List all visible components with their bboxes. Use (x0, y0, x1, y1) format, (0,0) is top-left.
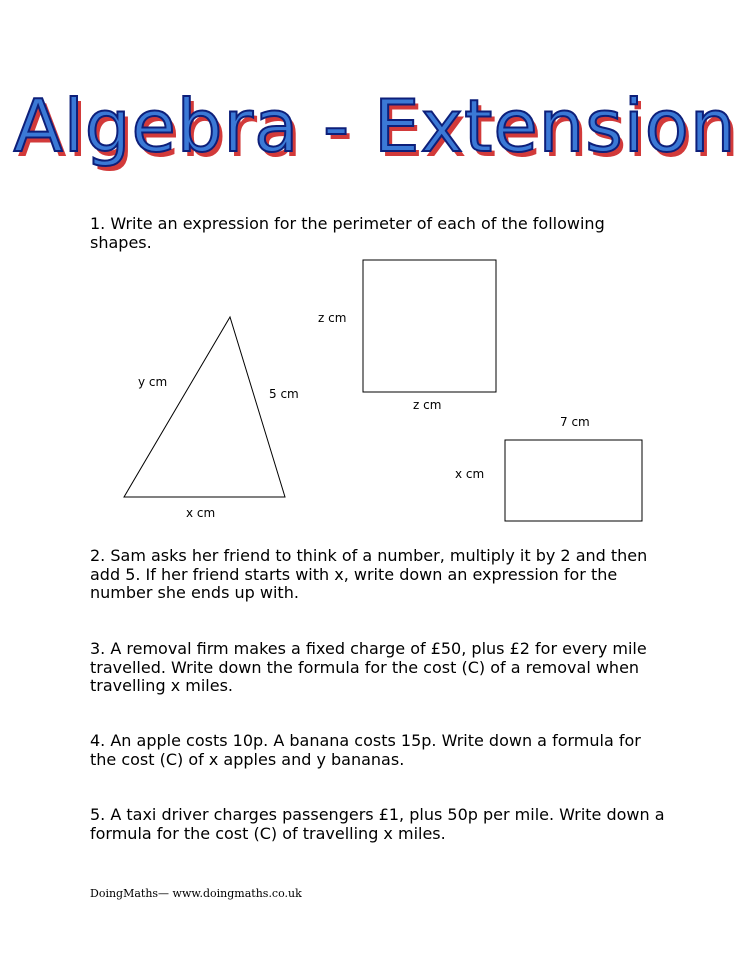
triangle-shape (124, 317, 285, 497)
rectangle-height-label: x cm (455, 467, 485, 481)
question-2: 2. Sam asks her friend to think of a number, multiply it by 2 and then add 5. If her friend starts with x, write down an expression for the number she ends up with. (90, 546, 648, 602)
triangle-right-side-label: 5 cm (269, 387, 299, 401)
square-shape (363, 260, 496, 392)
question-5: 5. A taxi driver charges passengers £1, plus 50p per mile. Write down a formula for the cost (C) of travelling x miles. (90, 805, 665, 843)
footer-credit: DoingMaths— www.doingmaths.co.uk (90, 887, 302, 900)
question-1: 1. Write an expression for the perimeter of each of the following shapes. (90, 214, 605, 252)
square-bottom-label: z cm (413, 398, 442, 412)
question-3: 3. A removal firm makes a fixed charge of £50, plus £2 for every mile travelled. Write down the formula for the cost (C) of a removal when travelling x miles. (90, 639, 647, 695)
page-title: Algebra - Extension (13, 84, 737, 168)
square-side-label: z cm (318, 311, 347, 325)
rectangle-shape (505, 440, 642, 521)
triangle-left-side-label: y cm (138, 375, 168, 389)
rectangle-width-label: 7 cm (560, 415, 590, 429)
triangle-base-label: x cm (186, 506, 216, 520)
question-4: 4. An apple costs 10p. A banana costs 15p. Write down a formula for the cost (C) of x apples and y bananas. (90, 731, 641, 769)
